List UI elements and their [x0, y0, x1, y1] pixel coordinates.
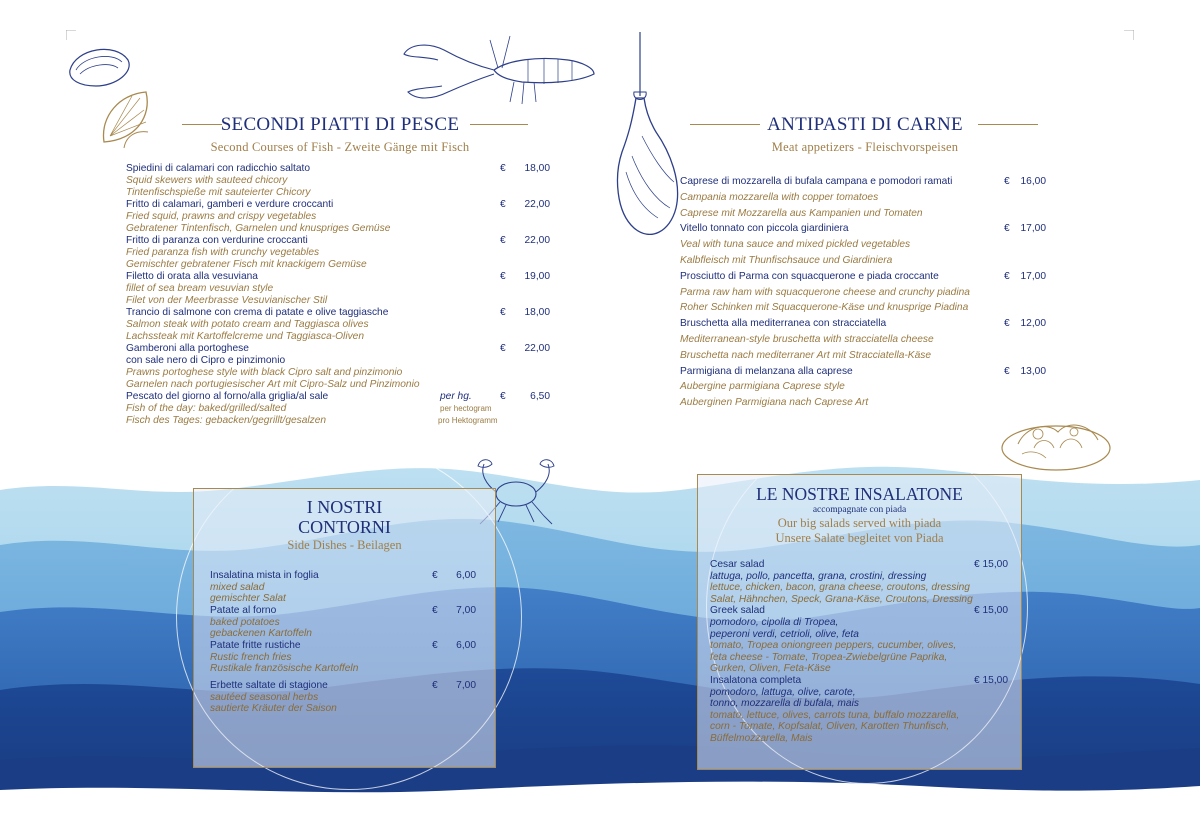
item-english: Fried paranza fish with crunchy vegetables	[126, 247, 320, 258]
item-english: feta cheese - Tomate, Tropea-Zwiebelgrüne Paprika,	[710, 651, 948, 663]
crop-mark-icon	[66, 30, 76, 40]
menu-item	[210, 640, 480, 680]
item-price: 7,00	[456, 680, 476, 691]
item-name: Parmigiana di melanzana alla caprese	[680, 365, 853, 377]
item-english: baked potatoes	[210, 616, 280, 628]
item-english: Rustic french fries	[210, 651, 292, 663]
menu-item	[710, 559, 1014, 605]
menu-item	[126, 163, 556, 199]
item-german: Büffelmozzarella, Mais	[710, 732, 813, 744]
menu-item	[680, 269, 1052, 316]
item-german: Fisch des Tages: gebacken/gegrillt/gesalzen	[126, 415, 327, 426]
price-unit-english: per hectogram	[440, 404, 492, 413]
item-ingredients-italian: tonno, mozzarella di bufala, mais	[710, 698, 859, 710]
currency: €	[1004, 318, 1010, 330]
item-english: Mediterranean-style bruschetta with stracciatella cheese	[680, 333, 934, 345]
item-name: Filetto di orata alla vesuviana	[126, 271, 258, 282]
item-german: Gemischter gebratener Fisch mit knackigem Gemüse	[126, 259, 367, 270]
contorni-list	[210, 570, 480, 715]
item-german: Salat, Hähnchen, Speck, Grana-Käse, Croutons, Dressing	[710, 593, 973, 605]
box-title: LE NOSTRE INSALATONE	[756, 484, 963, 504]
item-english: Squid skewers with sauteed chicory	[126, 175, 288, 186]
section-title: SECONDI PIATTI DI PESCE	[220, 114, 460, 135]
menu-item	[710, 675, 1014, 745]
item-name: Pescato del giorno al forno/alla griglia/al sale	[126, 391, 329, 402]
menu-item	[680, 221, 1052, 268]
menu-item	[126, 343, 556, 391]
item-english: Fish of the day: baked/grilled/salted	[126, 403, 287, 414]
item-german: Garnelen nach portugiesischer Art mit Cipro-Salz und Pinzimonio	[126, 379, 420, 390]
carne-list	[680, 174, 1052, 411]
item-price: 7,00	[456, 605, 476, 616]
insalatone-list	[710, 559, 1014, 745]
item-ingredients-italian: lattuga, pollo, pancetta, grana, crostini, dressing	[710, 570, 927, 582]
item-german: Kalbfleisch mit Thunfischsauce und Giardiniera	[680, 254, 893, 266]
item-english: lettuce, chicken, bacon, grana cheese, croutons, dressing	[710, 582, 970, 594]
item-price: 13,00	[1020, 365, 1046, 377]
item-name: Cesar salad	[710, 559, 765, 570]
currency: €	[432, 680, 438, 691]
menu-item	[126, 271, 556, 307]
menu-item	[210, 680, 480, 715]
item-price: 6,50	[530, 391, 550, 402]
item-name: Trancio di salmone con crema di patate e olive taggiasche	[126, 307, 389, 318]
item-name: Vitello tonnato con piccola giardiniera	[680, 223, 849, 235]
item-german: Tintenfischspieße mit sauteierter Chicory	[126, 187, 311, 198]
item-german: Filet von der Meerbrasse Vesuvianischer Stil	[126, 295, 328, 306]
item-name: Prosciutto di Parma con squacquerone e piada croccante	[680, 270, 939, 282]
currency: €	[500, 307, 506, 318]
menu-item	[126, 235, 556, 271]
item-price: 17,00	[1020, 270, 1046, 282]
item-english: Aubergine parmigiana Caprese style	[680, 381, 845, 393]
item-name-continued: con sale nero di Cipro e pinzimonio	[126, 355, 286, 366]
box-title: CONTORNI	[298, 517, 391, 537]
item-name: Fritto di calamari, gamberi e verdure croccanti	[126, 199, 334, 210]
menu-item	[126, 199, 556, 235]
menu-item	[710, 605, 1014, 675]
item-price: 6,00	[456, 570, 476, 581]
item-english: Campania mozzarella with copper tomatoes	[680, 191, 879, 203]
item-english: tomato, Tropea oniongreen peppers, cucumber, olives,	[710, 640, 957, 652]
item-price: € 15,00	[974, 605, 1008, 617]
item-name: Insalatona completa	[710, 674, 802, 686]
currency: €	[432, 640, 438, 651]
item-english: Salmon steak with potato cream and Taggiasca olives	[126, 319, 369, 330]
item-price: € 15,00	[974, 559, 1008, 570]
item-price: 17,00	[1020, 223, 1046, 235]
currency: €	[1004, 223, 1010, 235]
item-ingredients-italian: pomodoro, cipolla di Tropea,	[710, 616, 839, 628]
currency: €	[1004, 270, 1010, 282]
currency: €	[1004, 365, 1010, 377]
menu-item	[126, 307, 556, 343]
item-english: Fried squid, prawns and crispy vegetables	[126, 211, 317, 222]
item-name: Insalatina mista in foglia	[210, 570, 319, 581]
item-english: mixed salad	[210, 581, 265, 593]
menu-item	[210, 605, 480, 640]
item-ingredients-italian: pomodoro, lattuga, olive, carote,	[710, 686, 856, 698]
item-german: sautierte Kräuter der Saison	[210, 703, 337, 715]
item-german: Roher Schinken mit Squacquerone-Käse und knusprige Piadina	[680, 302, 969, 314]
menu-item	[210, 570, 480, 605]
section-subtitle: Second Courses of Fish - Zweite Gänge mit Fisch	[210, 140, 470, 154]
item-price: 16,00	[1020, 176, 1046, 187]
currency: €	[500, 271, 506, 282]
menu-item	[680, 316, 1052, 363]
section-carne-header	[720, 114, 1010, 155]
section-pesce-header	[190, 114, 490, 155]
item-name: Gamberoni alla portoghese	[126, 343, 249, 354]
item-name: Patate fritte rustiche	[210, 640, 301, 651]
item-english: Prawns portoghese style with black Cipro salt and pinzimonio	[126, 367, 403, 378]
item-name: Erbette saltate di stagione	[210, 680, 328, 691]
item-name: Greek salad	[710, 605, 765, 617]
menu-item	[126, 391, 556, 427]
item-german: gemischter Salat	[210, 593, 286, 605]
currency: €	[432, 605, 438, 616]
lobster-illustration	[398, 30, 598, 112]
seafood-plate-illustration	[998, 404, 1114, 476]
section-title: ANTIPASTI DI CARNE	[767, 114, 963, 135]
item-german: Gebratener Tintenfisch, Garnelen und knuspriges Gemüse	[126, 223, 391, 234]
item-english: Parma raw ham with squacquerone cheese and crunchy piadina	[680, 286, 970, 298]
item-german: Auberginen Parmigiana nach Caprese Art	[680, 397, 869, 409]
item-price: 6,00	[456, 640, 476, 651]
item-name: Spiedini di calamari con radicchio saltato	[126, 163, 311, 174]
item-price: 22,00	[524, 199, 550, 210]
item-price: 18,00	[524, 163, 550, 174]
item-german: Rustikale französische Kartoffeln	[210, 663, 359, 675]
item-english: tomato, lettuce, olives, carrots tuna, buffalo mozzarella,	[710, 709, 960, 721]
pesce-list	[126, 163, 556, 427]
prosciutto-leg-illustration	[612, 32, 682, 244]
item-english: Veal with tuna sauce and mixed pickled vegetables	[680, 239, 911, 251]
currency: €	[432, 570, 438, 581]
item-price: 22,00	[524, 343, 550, 354]
item-name: Caprese di mozzarella di bufala campana e pomodori ramati	[680, 176, 953, 187]
item-name: Fritto di paranza con verdurine croccanti	[126, 235, 308, 246]
box-subtitle-english: Our big salads served with piada	[777, 516, 942, 530]
item-price: 18,00	[524, 307, 550, 318]
box-subtitle-german: Unsere Salate begleitet von Piada	[775, 531, 944, 545]
item-german: Caprese mit Mozzarella aus Kampanien und Tomaten	[680, 207, 923, 219]
item-name: Bruschetta alla mediterranea con stracciatella	[680, 318, 887, 330]
currency: €	[500, 343, 506, 354]
price-unit: per hg.	[440, 391, 472, 402]
item-german: Gurken, Oliven, Feta-Käse	[710, 663, 831, 675]
currency: €	[1004, 176, 1010, 187]
item-english: corn - Tomate, Kopfsalat, Oliven, Karotten Thunfisch,	[710, 721, 950, 733]
item-ingredients-italian: peperoni verdi, cetrioli, olive, feta	[710, 628, 859, 640]
item-english: sautéed seasonal herbs	[210, 691, 319, 703]
item-price: 19,00	[524, 271, 550, 282]
currency: €	[500, 199, 506, 210]
menu-item	[680, 364, 1052, 411]
item-price: 12,00	[1020, 318, 1046, 330]
currency: €	[500, 391, 506, 402]
lemon-illustration	[96, 86, 168, 152]
item-german: gebackenen Kartoffeln	[210, 628, 312, 640]
box-subtitle-italian: accompagnate con piada	[812, 505, 907, 515]
item-name: Patate al forno	[210, 605, 277, 616]
item-german: Lachssteak mit Kartoffelcreme und Taggiasca-Oliven	[126, 331, 365, 342]
item-german: Bruschetta nach mediterraner Art mit Stracciatella-Käse	[680, 349, 932, 361]
currency: €	[500, 163, 506, 174]
box-subtitle: Side Dishes - Beilagen	[287, 538, 402, 552]
section-subtitle: Meat appetizers - Fleischvorspeisen	[771, 140, 959, 154]
crop-mark-icon	[1124, 30, 1134, 40]
price-unit-german: pro Hektogramm	[438, 416, 498, 425]
currency: €	[500, 235, 506, 246]
box-title: I NOSTRI	[306, 497, 383, 517]
item-price: € 15,00	[974, 674, 1008, 686]
item-english: fillet of sea bream vesuvian style	[126, 283, 274, 294]
item-price: 22,00	[524, 235, 550, 246]
menu-item	[680, 174, 1052, 221]
